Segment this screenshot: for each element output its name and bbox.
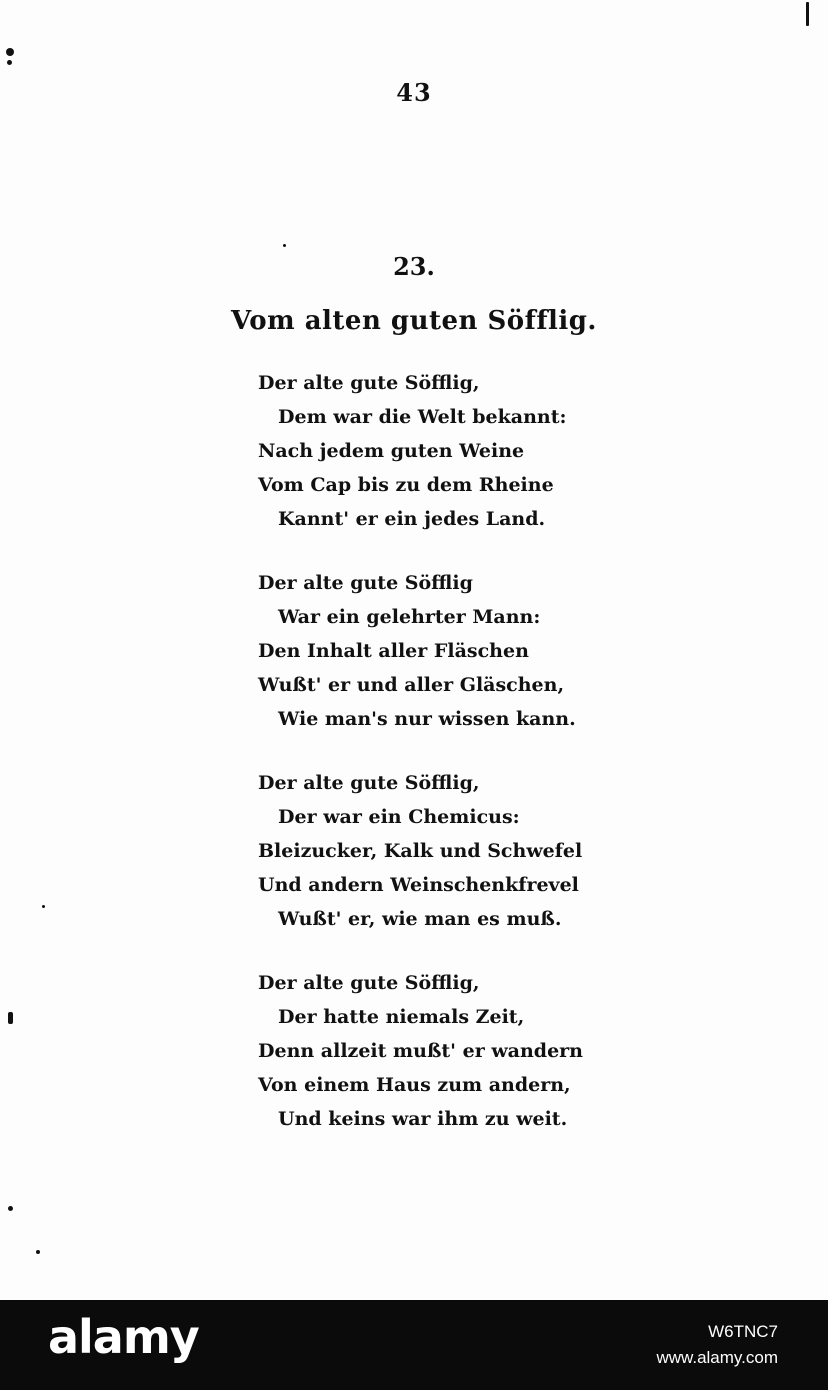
scan-speck — [8, 1206, 13, 1211]
poem-line: Von einem Haus zum andern, — [258, 1074, 571, 1096]
poem-line: Wie man's nur wissen kann. — [278, 708, 576, 730]
scan-speck — [36, 1250, 40, 1254]
scan-speck — [283, 244, 286, 247]
poem-line: Wußt' er, wie man es muß. — [278, 908, 562, 930]
image-id: W6TNC7 — [708, 1322, 778, 1341]
poem-line: Der alte gute Söfflig, — [258, 972, 480, 994]
poem-line: Vom Cap bis zu dem Rheine — [258, 474, 554, 496]
poem-line: Den Inhalt aller Fläschen — [258, 640, 529, 662]
poem-line: Der alte gute Söfflig, — [258, 772, 480, 794]
site-url: www.alamy.com — [656, 1348, 778, 1367]
poem-line: Der alte gute Söfflig — [258, 572, 473, 594]
poem-line: Kannt' er ein jedes Land. — [278, 508, 546, 530]
scan-speck — [42, 905, 45, 908]
poem-line: Dem war die Welt bekannt: — [278, 406, 567, 428]
poem-line: Der hatte niemals Zeit, — [278, 1006, 525, 1028]
stanza-3 — [258, 766, 583, 936]
scan-speck — [6, 48, 14, 56]
scan-speck — [8, 1012, 13, 1024]
stanza-2 — [258, 566, 578, 736]
poem-line: Nach jedem guten Weine — [258, 440, 525, 462]
poem-line: Der alte gute Söfflig, — [258, 372, 480, 394]
alamy-logo: alamy — [48, 1310, 199, 1364]
poem-line: Bleizucker, Kalk und Schwefel — [258, 840, 583, 862]
poem-line: Wußt' er und aller Gläschen, — [258, 674, 565, 696]
stanza-1 — [258, 366, 578, 536]
poem-number: 23. — [393, 252, 435, 281]
poem-line: Denn allzeit mußt' er wandern — [258, 1040, 583, 1062]
scan-speck — [7, 60, 12, 65]
poem-line: War ein gelehrter Mann: — [278, 606, 541, 628]
page-number: 43 — [396, 78, 432, 107]
poem-title: Vom alten guten Söfflig. — [231, 306, 597, 336]
poem-line: Der war ein Chemicus: — [278, 806, 520, 828]
watermark-bar — [0, 1300, 828, 1390]
scan-speck — [806, 2, 809, 26]
stanza-4 — [258, 966, 583, 1136]
poem-line: Und keins war ihm zu weit. — [278, 1108, 568, 1130]
poem-line: Und andern Weinschenkfrevel — [258, 874, 579, 896]
